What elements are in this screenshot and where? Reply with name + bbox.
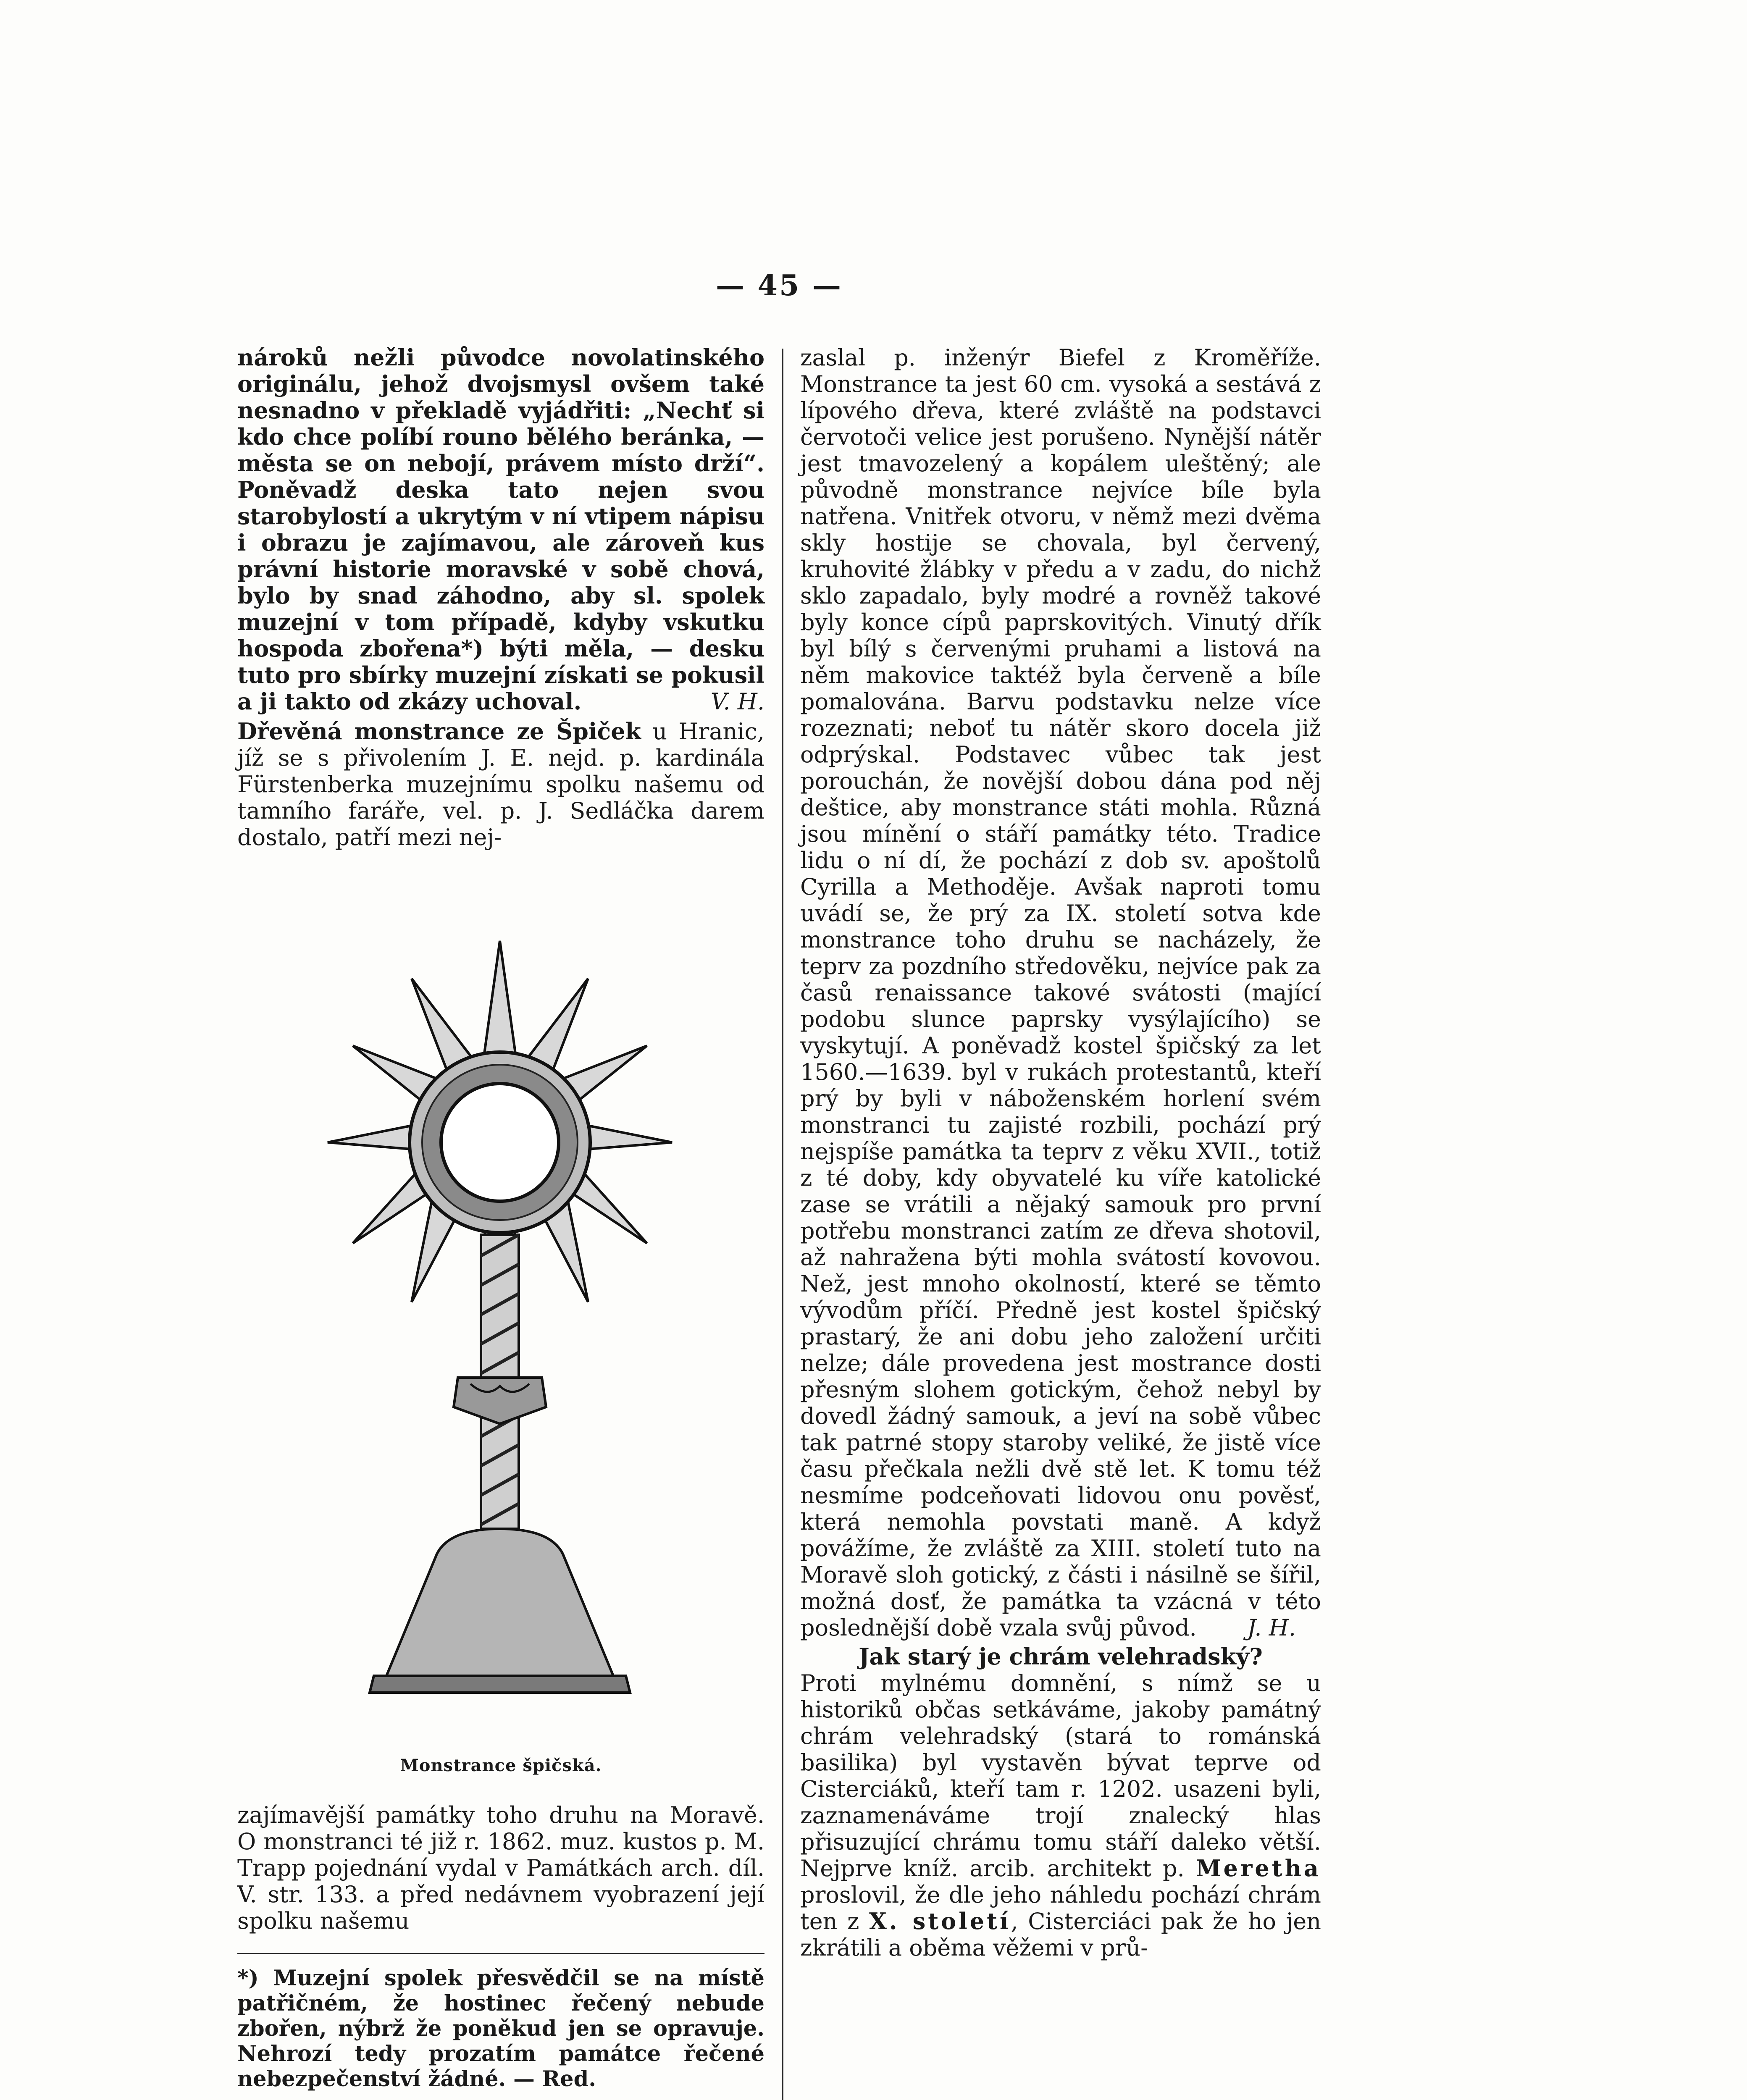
footnote: *) Muzejní spolek přesvědčil se na místě patřičném, že hostinec řečený nebude zbořen, nýbrž že poněkud jen se opravuje. Nehrozí tedy prozatím památce řečené nebezpečenství žádné. — Red. (237, 1966, 764, 2092)
left-paragraph-1-text: nároků nežli původce novolatinského originálu, jehož dvojsmysl ovšem také nesnadno v překladě vyjádřiti: „Nechť si kdo chce políbí rouno bělého beránka, — města se on nebojí, právem místo drží“. Poněvadž deska tato nejen svou starobylostí a ukrytým v ní vtipem nápisu i obrazu je zajímavou, ale zároveň kus právní historie moravské v sobě chová, bylo by snad záhodno, aby sl. spolek muzejní v tom případě, kdyby vskutku hospoda zbořena*) býti měla, — desku tuto pro sbírky muzejní získati se pokusil a ji takto od zkázy uchoval. (237, 344, 764, 715)
right-column (800, 344, 1321, 1961)
monstrance-illustration (311, 924, 689, 1747)
signature-jh: J. H. (1247, 1614, 1296, 1641)
article-heading-monstrance: Dřevěná monstrance ze Špiček (237, 718, 641, 745)
left-paragraph-1 (237, 344, 764, 715)
article-heading-velehrad: Jak starý je chrám velehradský? (859, 1643, 1263, 1670)
left-paragraph-3: zajímavější památky toho druhu na Moravě. O monstranci té již r. 1862. muz. kustos p. M. Trapp pojednání vydal v Památkách arch. díl. V. str. 133. a před nedávnem vyobrazení její spolku našemu (237, 1802, 764, 1934)
left-paragraph-2 (237, 718, 764, 850)
right-paragraph-2-text: Proti mylnému domnění, s nímž se u historiků občas setkáváme, jakoby památný chrám velehradský (stará to románská basilika) byl vystavěn bývat teprve od Cisterciáků, kteří tam r. 1202. usazeni byli, zaznamenáváme trojí znalecký hlas přisuzující chrámu tomu stáří daleko větší. Nejprve kníž. arcib. architekt p. (800, 1670, 1321, 1882)
figure-caption: Monstrance špičská. (400, 1756, 602, 1775)
signature-vh: V. H. (710, 688, 764, 715)
century-emphasis: X. století (869, 1908, 1011, 1935)
footnote-divider (237, 1953, 764, 1954)
column-divider (782, 349, 783, 2100)
right-paragraph-1 (800, 344, 1321, 1641)
page-number: — 45 — (716, 269, 843, 302)
right-paragraph-2-end: , Cisterciáci pak že ho jen zkrátili a oběma věžemi v prů- (800, 1908, 1321, 1961)
article-heading-velehrad-wrap (800, 1643, 1321, 1670)
left-paragraph-2-text: u Hranic, jíž se s přivolením J. E. nejd. p. kardinála Fürstenberka muzejnímu spolku našemu od tamního faráře, vel. p. J. Sedláčka darem dostalo, patří mezi nej- (237, 718, 765, 850)
right-paragraph-2-cont: proslovil, že dle jeho náhledu pochází chrám ten z (800, 1882, 1321, 1935)
architect-name: Meretha (1195, 1855, 1321, 1882)
right-paragraph-2 (800, 1670, 1321, 1961)
right-paragraph-1-text: zaslal p. inženýr Biefel z Kroměříže. Monstrance ta jest 60 cm. vysoká a sestává z lípového dřeva, které zvláště na podstavci červotoči velice jest porušeno. Nynější nátěr jest tmavozelený a kopálem uleštěný; ale původně monstrance nejvíce bíle byla natřena. Vnitřek otvoru, v němž mezi dvěma skly hostije se chovala, byl červený, kruhovité žlábky v předu a v zadu, do nichž sklo zapadalo, byly modré a rovněž takové byly konce cípů paprskovitých. Vinutý dřík byl bílý s červenými pruhami a listová na něm makovice taktéž byla červeně a bíle pomalována. Barvu podstavku nelze více rozeznati; neboť tu nátěr skoro docela již odprýskal. Podstavec vůbec tak jest porouchán, že novější dobou dána pod něj deštice, aby monstrance státi mohla. Různá jsou mínění o stáří památky této. Tradice lidu o ní dí, že pochází z dob sv. apoštolů Cyrilla a Methoděje. Avšak naproti tomu uvádí se, že prý za IX. století sotva kde monstrance toho druhu se nacházely, že teprv za pozdního středověku, nejvíce pak za časů renaissance takové svátosti (mající podobu slunce paprsky vysýlajícího) se vyskytují. A poněvadž kostel špičský za let 1560.—1639. byl v rukách protestantů, kteří prý by byli v náboženském horlení svém monstranci tu zajisté rozbili, pochází prý nejspíše památka ta teprv z věku XVII., totiž z té doby, kdy obyvatelé ku víře katolické zase se vrátili a nějaký samouk pro první potřebu monstranci zatím ze dřeva shotovil, až nahražena býti mohla svátostí kovovou. Než, jest mnoho okolností, které se těmto vývodům příčí. Předně jest kostel špičský prastarý, že ani dobu jeho založení určiti nelze; dále provedena jest mostrance dosti přesným slohem gotickým, čehož nebyl by dovedl žádný samouk, a jeví na sobě vůbec tak patrné stopy staroby veliké, že jistě více času přečkala nežli dvě stě let. K tomu též nesmíme podceňovati lidovou onu pověsť, která nemohla povstati maně. A když povážíme, že zvláště za XIII. století tuto na Moravě sloh gotický, z části i násilně se šířil, možná dosť, že památka ta vzácná v této poslednější době vzala svůj původ. (800, 344, 1321, 1641)
left-column (237, 344, 764, 850)
